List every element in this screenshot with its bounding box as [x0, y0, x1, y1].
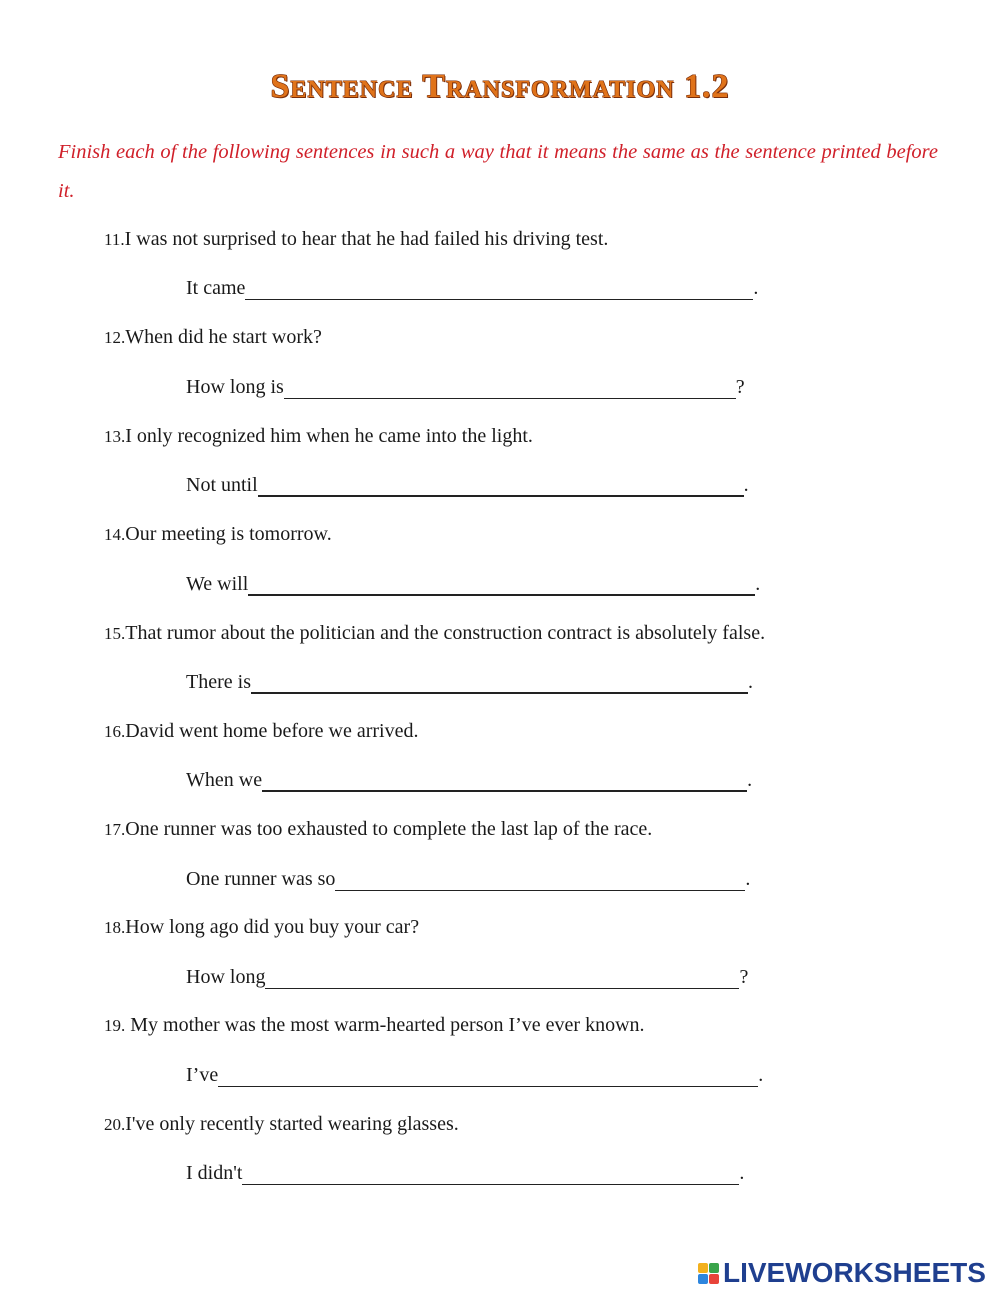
answer-row-16 — [186, 769, 752, 792]
answer-row-18 — [186, 966, 748, 989]
answer-row-12 — [186, 376, 745, 399]
answer-row-13 — [186, 474, 749, 497]
answer-prompt: How long is — [186, 376, 284, 398]
answer-prompt: We will — [186, 573, 249, 595]
page-title: Sentence Transformation 1.2 — [270, 68, 730, 105]
answer-row-14 — [186, 573, 760, 596]
answer-row-20 — [186, 1162, 744, 1185]
question-17 — [104, 818, 652, 841]
question-20 — [104, 1113, 459, 1136]
question-text: My mother was the most warm-hearted person I’ve ever known. — [125, 1014, 645, 1036]
answer-end: ? — [735, 376, 745, 398]
logo-mark-icon — [698, 1263, 719, 1284]
answer-prompt: Not until — [186, 474, 258, 496]
answer-end: . — [747, 769, 753, 791]
liveworksheets-logo — [698, 1257, 986, 1289]
question-number: 17. — [104, 820, 126, 839]
question-text: When did he start work? — [125, 326, 322, 348]
question-text: David went home before we arrived. — [125, 720, 419, 742]
question-text: Our meeting is tomorrow. — [125, 523, 332, 545]
answer-end: ? — [739, 966, 749, 988]
answer-prompt: It came — [186, 277, 246, 299]
answer-blank-18[interactable] — [265, 968, 739, 989]
answer-end: . — [745, 868, 751, 890]
answer-blank-20[interactable] — [242, 1164, 739, 1185]
answer-row-17 — [186, 868, 750, 891]
answer-prompt: When we — [186, 769, 263, 791]
question-number: 20. — [104, 1115, 126, 1134]
answer-end: . — [758, 1064, 764, 1086]
answer-end: . — [739, 1162, 745, 1184]
question-number: 18. — [104, 918, 126, 937]
logo-text: LIVEWORKSHEETS — [723, 1257, 986, 1288]
answer-prompt: There is — [186, 671, 251, 693]
question-text: One runner was too exhausted to complete the last lap of the race. — [125, 818, 653, 840]
question-19 — [104, 1014, 645, 1037]
question-text: How long ago did you buy your car? — [125, 916, 420, 938]
question-text: That rumor about the politician and the construction contract is absolutely false. — [125, 622, 766, 644]
question-text: I only recognized him when he came into the light. — [125, 425, 533, 447]
question-16 — [104, 720, 418, 743]
answer-blank-19[interactable] — [218, 1066, 758, 1087]
instructions: Finish each of the following sentences in such a way that it means the same as the sentence printed before it. — [58, 141, 938, 202]
question-12 — [104, 326, 322, 349]
question-number: 11. — [104, 230, 125, 249]
answer-row-19 — [186, 1064, 763, 1087]
answer-end: . — [753, 277, 759, 299]
answer-prompt: I didn't — [186, 1162, 243, 1184]
question-11 — [104, 228, 608, 251]
answer-blank-15[interactable] — [251, 672, 748, 694]
question-14 — [104, 523, 332, 546]
question-18 — [104, 916, 419, 939]
answer-prompt: One runner was so — [186, 868, 336, 890]
answer-blank-16[interactable] — [262, 770, 747, 792]
answer-blank-12[interactable] — [284, 378, 736, 399]
question-13 — [104, 425, 533, 448]
answer-blank-11[interactable] — [245, 279, 753, 300]
question-number: 19. — [104, 1016, 126, 1035]
question-text: I've only recently started wearing glasses. — [125, 1113, 459, 1135]
answer-prompt: How long — [186, 966, 266, 988]
question-number: 12. — [104, 328, 126, 347]
answer-blank-13[interactable] — [258, 475, 744, 497]
answer-end: . — [743, 474, 749, 496]
question-15 — [104, 622, 765, 645]
question-text: I was not surprised to hear that he had failed his driving test. — [124, 228, 609, 250]
answer-prompt: I’ve — [186, 1064, 219, 1086]
question-number: 13. — [104, 427, 126, 446]
question-number: 16. — [104, 722, 126, 741]
question-number: 14. — [104, 525, 126, 544]
answer-end: . — [755, 573, 761, 595]
question-number: 15. — [104, 624, 126, 643]
answer-blank-14[interactable] — [248, 574, 755, 596]
answer-end: . — [747, 671, 753, 693]
answer-row-15 — [186, 671, 753, 694]
answer-blank-17[interactable] — [335, 870, 745, 891]
answer-row-11 — [186, 277, 758, 300]
